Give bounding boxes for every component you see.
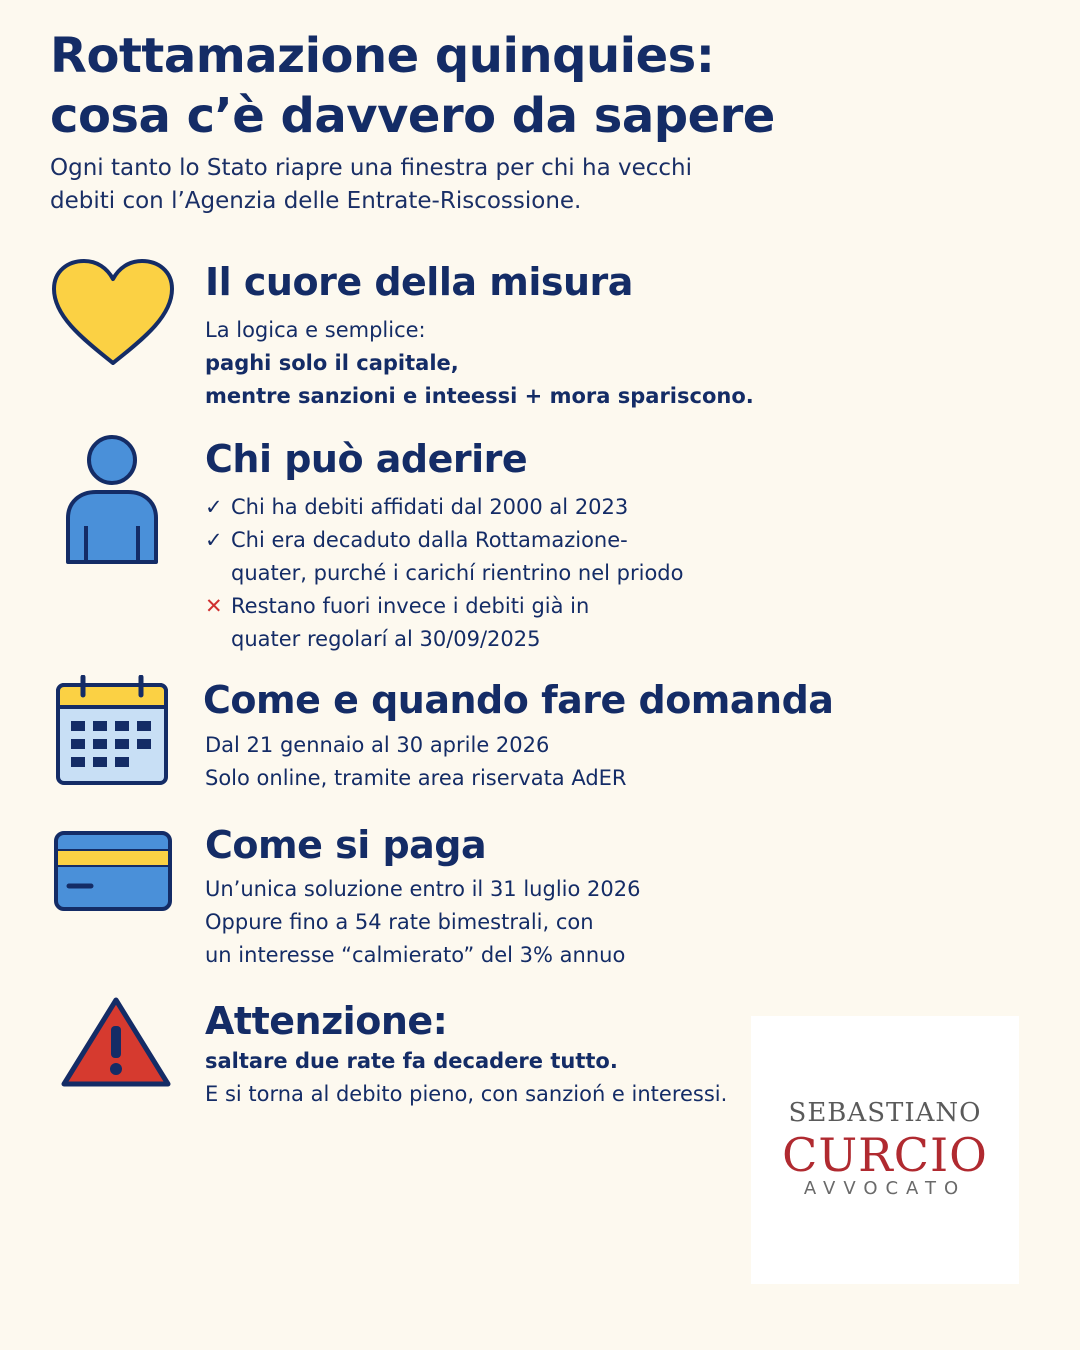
list-item — [205, 491, 765, 524]
list-item — [205, 524, 765, 557]
section-title-come-quando: Come e quando fare domanda — [203, 678, 834, 722]
heart-icon — [50, 257, 176, 369]
paga-line-2: Oppure fino a 54 rate bimestrali, con — [205, 910, 594, 934]
logo-line-1: SEBASTIANO — [788, 1098, 982, 1128]
chi-item-2-line-2: quater, purché i carichí rientrino nel priodo — [231, 561, 684, 585]
subtitle-line-2: debiti con l’Agenzia delle Entrate-Riscossione. — [50, 188, 582, 214]
attenzione-line-1: saltare due rate fa decadere tutto. — [205, 1049, 618, 1073]
warning-icon — [60, 994, 172, 1090]
section-title-paga: Come si paga — [205, 823, 487, 867]
calendar-icon — [55, 675, 169, 787]
check-icon: ✓ — [205, 495, 223, 519]
logo-line-2: CURCIO — [782, 1128, 988, 1182]
paga-line-3: un interesse “calmierato” del 3% annuo — [205, 943, 626, 967]
page-title — [50, 26, 775, 146]
section-body-chi — [205, 491, 765, 656]
section-title-attenzione: Attenzione: — [205, 999, 448, 1043]
title-line-1: Rottamazione quinquies: — [50, 28, 715, 84]
list-item — [205, 590, 765, 623]
chi-item-2-line-1: Chi era decaduto dalla Rottamazione- — [231, 528, 628, 552]
section-body-paga — [205, 873, 765, 972]
section-title-chi: Chi può aderire — [205, 437, 528, 481]
logo-line-3: AVVOCATO — [803, 1178, 967, 1199]
cuore-line-1: La logica e semplice: — [205, 318, 426, 342]
cuore-line-2: paghi solo il capitale, — [205, 351, 459, 375]
check-icon: ✓ — [205, 528, 223, 552]
come-quando-line-2: Solo online, tramite area riservata AdER — [205, 766, 627, 790]
chi-item-1: Chi ha debiti affidati dal 2000 al 2023 — [231, 495, 629, 519]
chi-item-3-line-1: Restano fuori invece i debiti già in — [231, 594, 590, 618]
page-subtitle — [50, 152, 770, 218]
section-chi — [0, 432, 1080, 662]
person-icon — [64, 434, 160, 564]
credit-card-icon — [53, 830, 173, 912]
section-body-come-quando — [205, 729, 765, 795]
cuore-line-3: mentre sanzioni e inteessi + mora spariscono. — [205, 384, 754, 408]
cross-icon: ✕ — [205, 594, 223, 618]
title-line-2: cosa c’è davvero da sapere — [50, 88, 775, 144]
come-quando-line-1: Dal 21 gennaio al 30 aprile 2026 — [205, 733, 550, 757]
paga-line-1: Un’unica soluzione entro il 31 luglio 2026 — [205, 877, 641, 901]
section-come-quando — [0, 673, 1080, 803]
subtitle-line-1: Ogni tanto lo Stato riapre una finestra per chi ha vecchi — [50, 155, 692, 181]
chi-item-3-line-2: quater regolarí al 30/09/2025 — [231, 627, 541, 651]
section-paga — [0, 818, 1080, 978]
attenzione-line-2: E si torna al debito pieno, con sanzioń e interessi. — [205, 1082, 728, 1106]
section-cuore — [0, 255, 1080, 425]
section-title-cuore: Il cuore della misura — [205, 260, 633, 304]
logo — [751, 1016, 1019, 1284]
section-body-attenzione — [205, 1045, 765, 1111]
section-body-cuore — [205, 314, 765, 413]
